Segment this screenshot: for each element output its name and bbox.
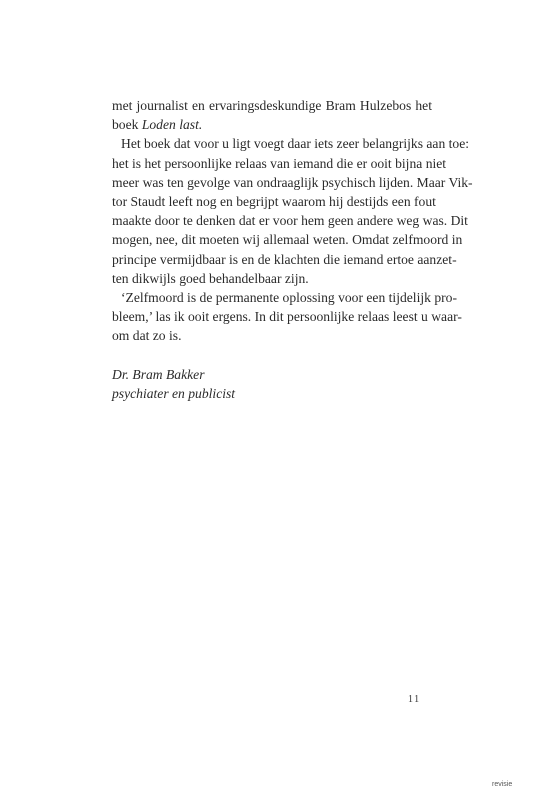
- paragraph-3-line-2: bleem,’ las ik ooit ergens. In dit persoonlijke relaas leest u waar-: [112, 309, 462, 325]
- signature-role: psychiater en publicist: [112, 385, 236, 401]
- paragraph-3-line-1: ‘Zelfmoord is de permanente oplossing voor een tijdelijk pro-: [121, 289, 457, 305]
- paragraph-2-line-5: maakte door te denken dat er voor hem geen andere weg was. Dit: [112, 213, 468, 229]
- revision-label: revisie: [492, 781, 513, 788]
- paragraph-2-line-2: het is het persoonlijke relaas van iemand die er ooit bijna niet: [112, 155, 447, 171]
- book-title: Loden last.: [141, 117, 203, 133]
- paragraph-2-line-8: ten dikwijls goed behandelbaar zijn.: [112, 270, 309, 286]
- page-number: 11: [408, 694, 421, 705]
- signature-name: Dr. Bram Bakker: [112, 366, 205, 382]
- paragraph-1-line-1: met journalist en ervaringsdeskundige Bram Hulzebos het: [112, 98, 432, 113]
- paragraph-2-line-1: Het boek dat voor u ligt voegt daar iets zeer belangrijks aan toe:: [121, 136, 470, 152]
- paragraph-1-prefix: boek: [112, 117, 142, 133]
- paragraph-1-line-2: [112, 115, 432, 134]
- paragraph-2-line-7: principe vermijdbaar is en de klachten die iemand ertoe aanzet-: [112, 251, 457, 267]
- paragraph-3-line-3: om dat zo is.: [112, 328, 182, 344]
- foreword-text: [112, 96, 473, 403]
- paragraph-2-line-4: tor Staudt leeft nog en begrijpt waarom hij destijds een fout: [112, 193, 436, 209]
- paragraph-2-line-3: meer was ten gevolge van ondraaglijk psychisch lijden. Maar Vik-: [112, 174, 473, 190]
- paragraph-gap: [112, 345, 432, 364]
- paragraph-2-line-6: mogen, nee, dit moeten wij allemaal weten. Omdat zelfmoord in: [112, 232, 463, 248]
